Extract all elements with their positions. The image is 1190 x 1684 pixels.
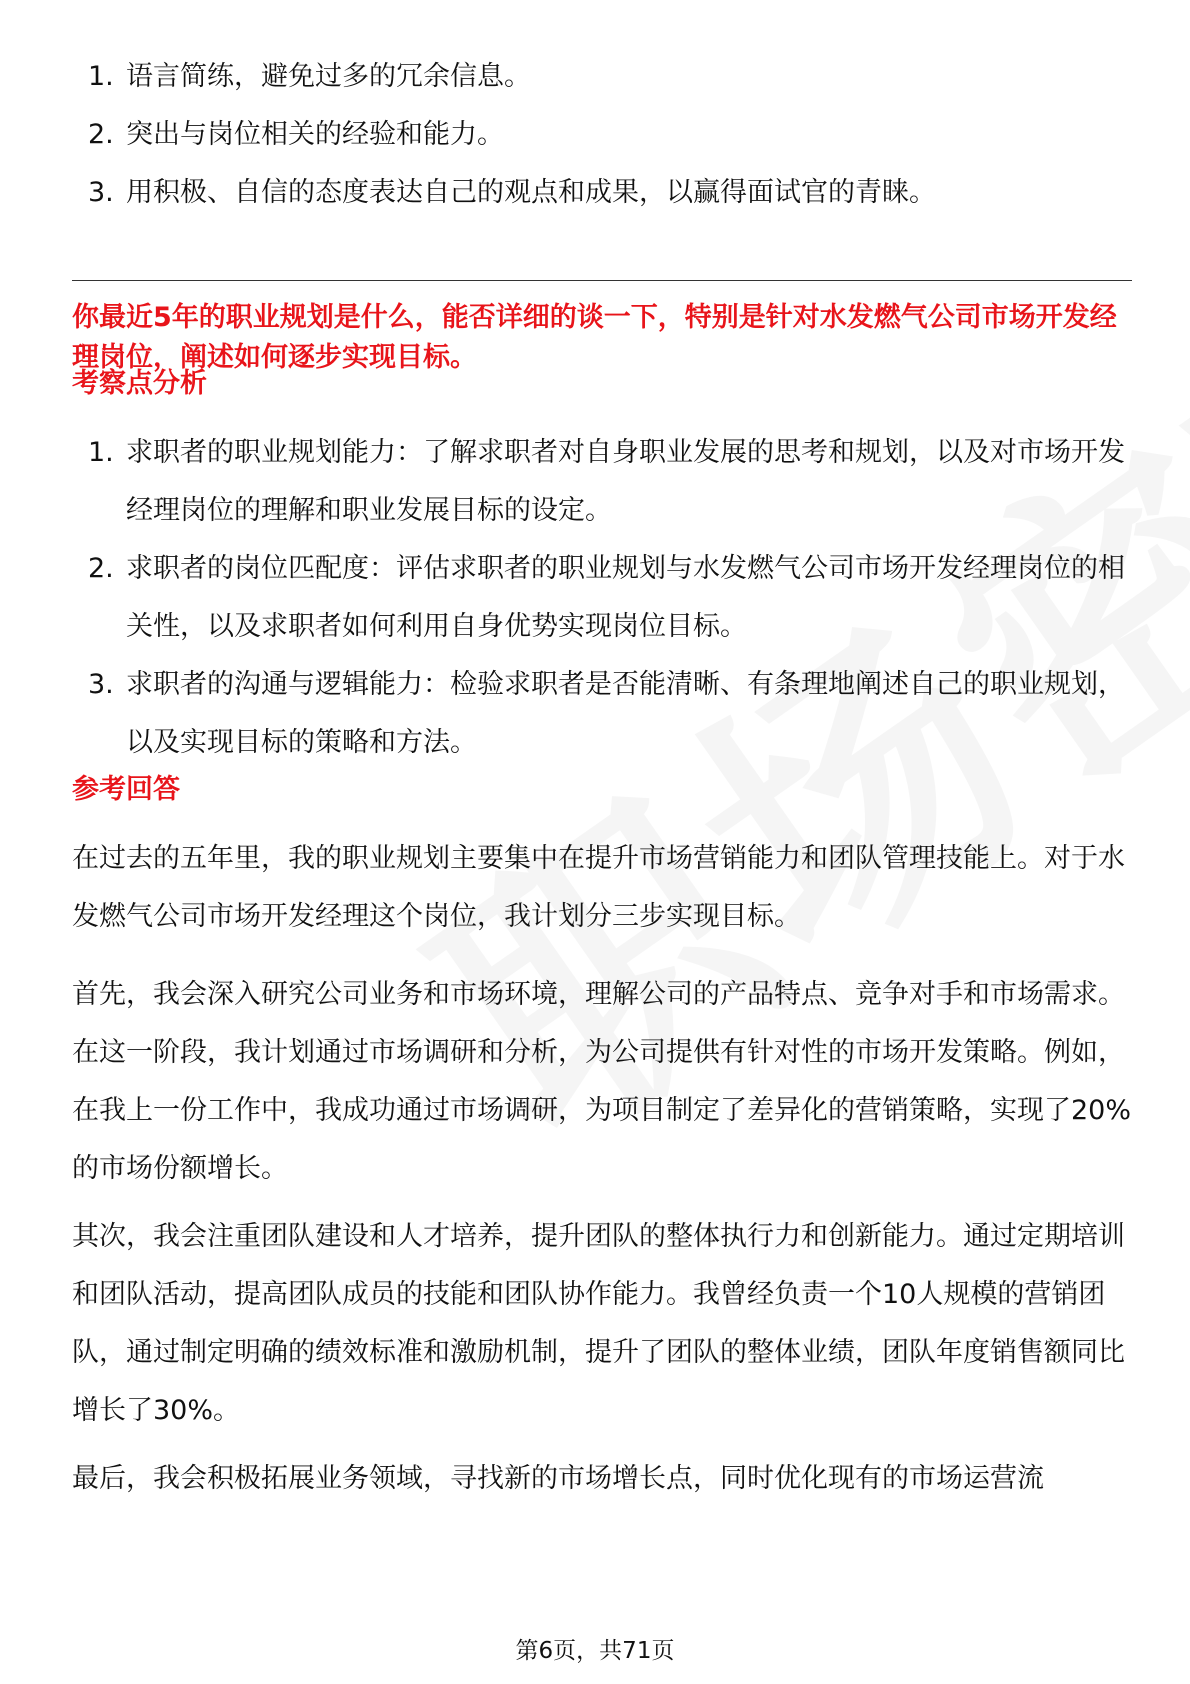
list-item: 3. 用积极、自信的态度表达自己的观点和成果，以赢得面试官的青睐。 — [88, 177, 936, 208]
answer-paragraph: 最后，我会积极拓展业务领域，寻找新的市场增长点，同时优化现有的市场运营流 — [72, 1463, 1044, 1494]
list-item: 3. 求职者的沟通与逻辑能力：检验求职者是否能清晰、有条理地阐述自己的职业规划，以及实现目标的策略和方法。 — [88, 669, 1125, 758]
list-item: 1. 语言简练，避免过多的冗余信息。 — [88, 61, 531, 92]
answer-paragraph: 在过去的五年里，我的职业规划主要集中在提升市场营销能力和团队管理技能上。对于水发燃气公司市场开发经理这个岗位，我计划分三步实现目标。 — [72, 843, 1125, 932]
analysis-list — [72, 424, 1132, 772]
interview-question: 你最近5年的职业规划是什么，能否详细的谈一下，特别是针对水发燃气公司市场开发经理岗位，阐述如何逐步实现目标。 — [72, 302, 1117, 373]
list-item: 1. 求职者的职业规划能力：了解求职者对自身职业发展的思考和规划，以及对市场开发经理岗位的理解和职业发展目标的设定。 — [88, 437, 1125, 526]
list-item: 2. 突出与岗位相关的经验和能力。 — [88, 119, 504, 150]
answer-paragraph: 首先，我会深入研究公司业务和市场环境，理解公司的产品特点、竞争对手和市场需求。在这一阶段，我计划通过市场调研和分析，为公司提供有针对性的市场开发策略。例如，在我上一份工作中，我成功通过市场调研，为项目制定了差异化的营销策略，实现了20%的市场份额增长。 — [72, 979, 1132, 1184]
answer-heading: 参考回答 — [72, 774, 180, 805]
page-number: 第6页，共71页 — [515, 1638, 675, 1664]
answer-paragraph: 其次，我会注重团队建设和人才培养，提升团队的整体执行力和创新能力。通过定期培训和团队活动，提高团队成员的技能和团队协作能力。我曾经负责一个10人规模的营销团队，通过制定明确的绩效标准和激励机制，提升了团队的整体业绩，团队年度销售额同比增长了30%。 — [72, 1221, 1125, 1426]
intro-list — [72, 48, 1132, 222]
analysis-heading: 考察点分析 — [72, 368, 207, 399]
section-divider — [72, 280, 1132, 281]
list-item: 2. 求职者的岗位匹配度：评估求职者的职业规划与水发燃气公司市场开发经理岗位的相关性，以及求职者如何利用自身优势实现岗位目标。 — [88, 553, 1125, 642]
